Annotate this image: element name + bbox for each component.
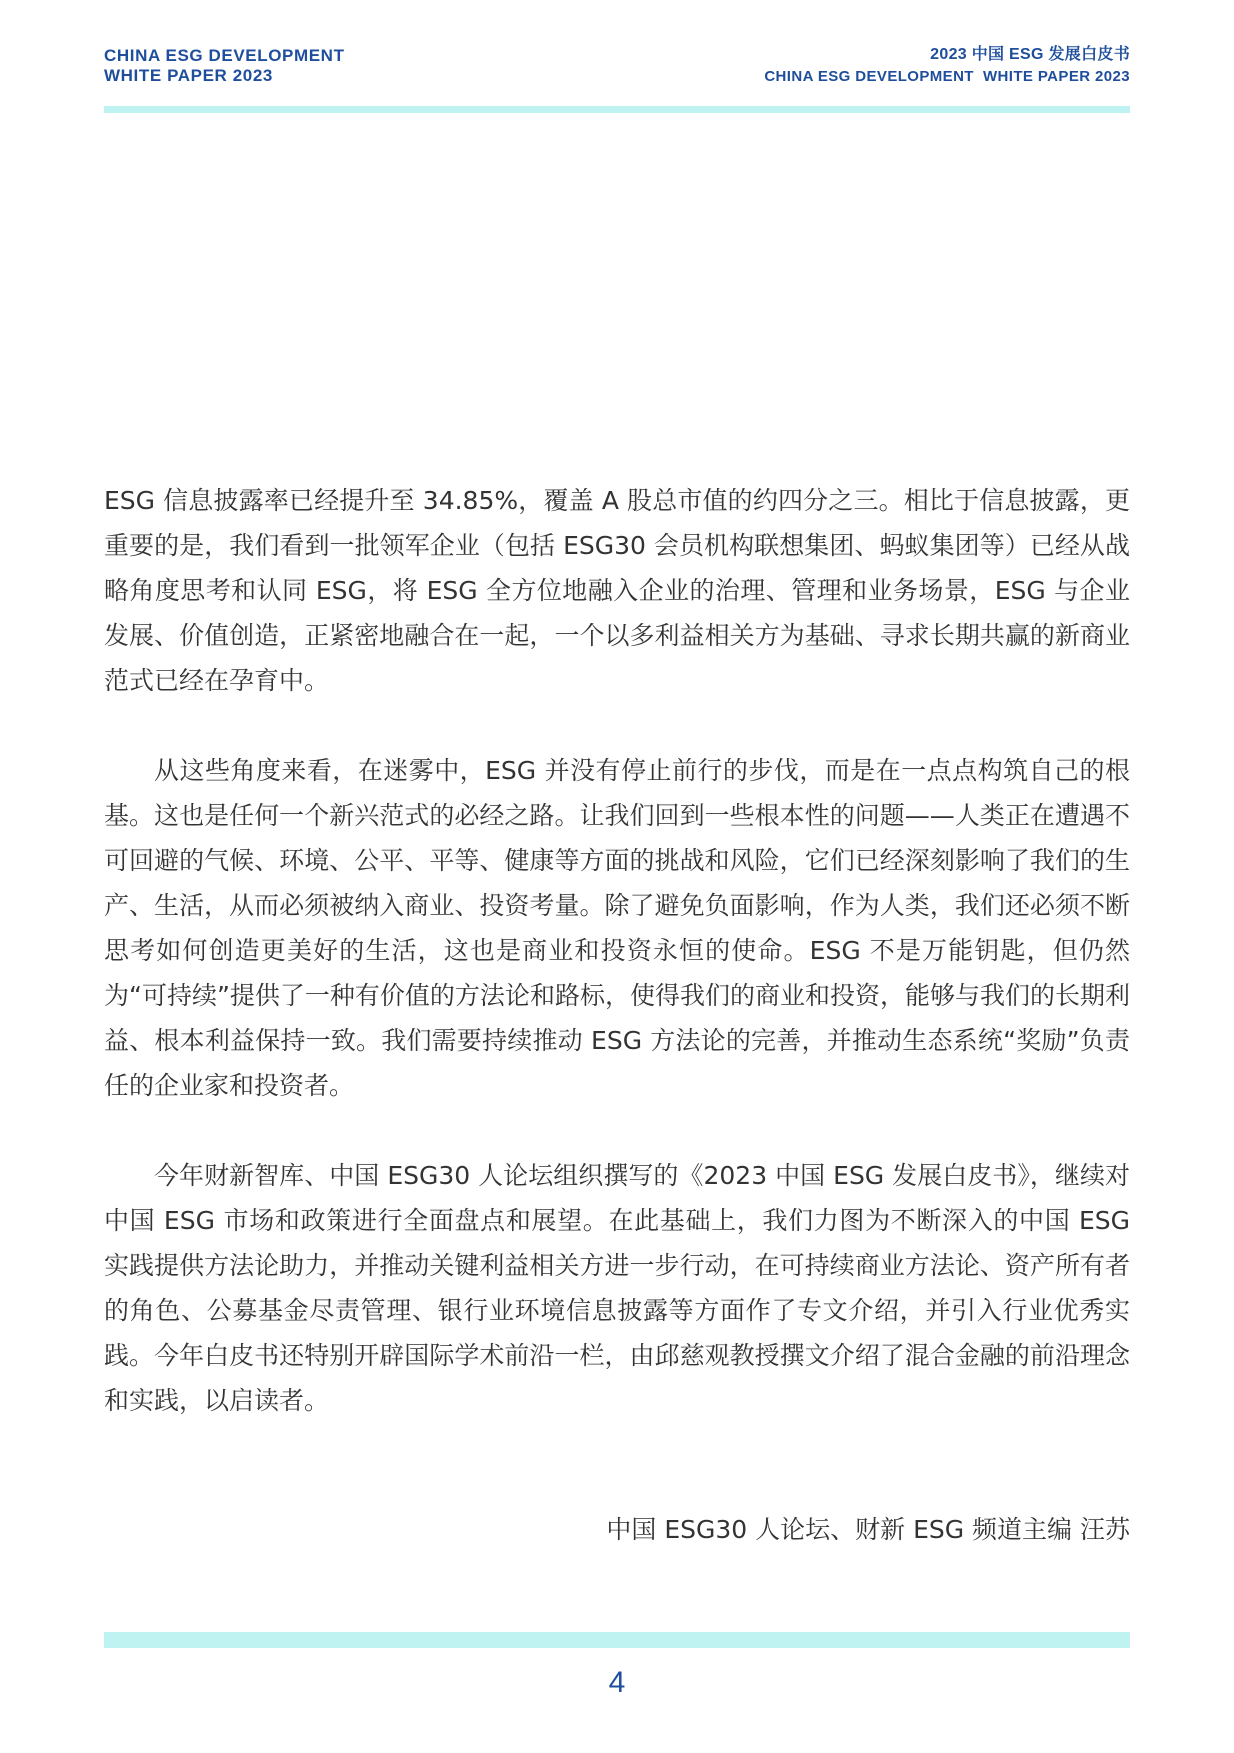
paragraph-2: 从这些角度来看，在迷雾中，ESG 并没有停止前行的步伐，而是在一点点构筑自己的根基。这也是任何一个新兴范式的必经之路。让我们回到一些根本性的问题——人类正在遭遇不可回避的气候、环境、公平、平等、健康等方面的挑战和风险，它们已经深刻影响了我们的生产、生活，从而必须被纳入商业、投资考量。除了避免负面影响，作为人类，我们还必须不断思考如何创造更美好的生活，这也是商业和投资永恒的使命。ESG 不是万能钥匙，但仍然为“可持续”提供了一种有价值的方法论和路标，使得我们的商业和投资，能够与我们的长期利益、根本利益保持一致。我们需要持续推动 ESG 方法论的完善，并推动生态系统“奖励”负责任的企业家和投资者。 (104, 756, 1130, 1100)
header-right-cn-title: 2023 中国 ESG 发展白皮书 (930, 46, 1130, 63)
header-left-line2: WHITE PAPER 2023 (104, 66, 273, 85)
footer-divider (104, 1632, 1130, 1648)
author-signature: 中国 ESG30 人论坛、财新 ESG 频道主编 汪苏 (606, 1515, 1130, 1544)
header-right (764, 44, 1130, 88)
paragraph-3: 今年财新智库、中国 ESG30 人论坛组织撰写的《2023 中国 ESG 发展白皮书》，继续对中国 ESG 市场和政策进行全面盘点和展望。在此基础上，我们力图为不断深入的中国 ESG 实践提供方法论助力，并推动关键利益相关方进一步行动，在可持续商业方法论、资产所有者的角色、公募基金尽责管理、银行业环境信息披露等方面作了专文介绍，并引入行业优秀实践。今年白皮书还特别开辟国际学术前沿一栏，由邱慈观教授撰文介绍了混合金融的前沿理念和实践，以启读者。 (104, 1161, 1130, 1415)
header-right-en-title: CHINA ESG DEVELOPMENT WHITE PAPER 2023 (764, 68, 1130, 85)
header-divider (104, 106, 1130, 113)
paragraph-1: ESG 信息披露率已经提升至 34.85%，覆盖 A 股总市值的约四分之三。相比于信息披露，更重要的是，我们看到一批领军企业（包括 ESG30 会员机构联想集团、蚂蚁集团等）已经从战略角度思考和认同 ESG，将 ESG 全方位地融入企业的治理、管理和业务场景，ESG 与企业发展、价值创造，正紧密地融合在一起，一个以多利益相关方为基础、寻求长期共赢的新商业范式已经在孕育中。 (104, 486, 1130, 695)
header-left (104, 46, 345, 86)
body-text (104, 478, 1130, 1468)
header-left-line1: CHINA ESG DEVELOPMENT (104, 46, 345, 65)
page-number: 4 (608, 1666, 626, 1699)
